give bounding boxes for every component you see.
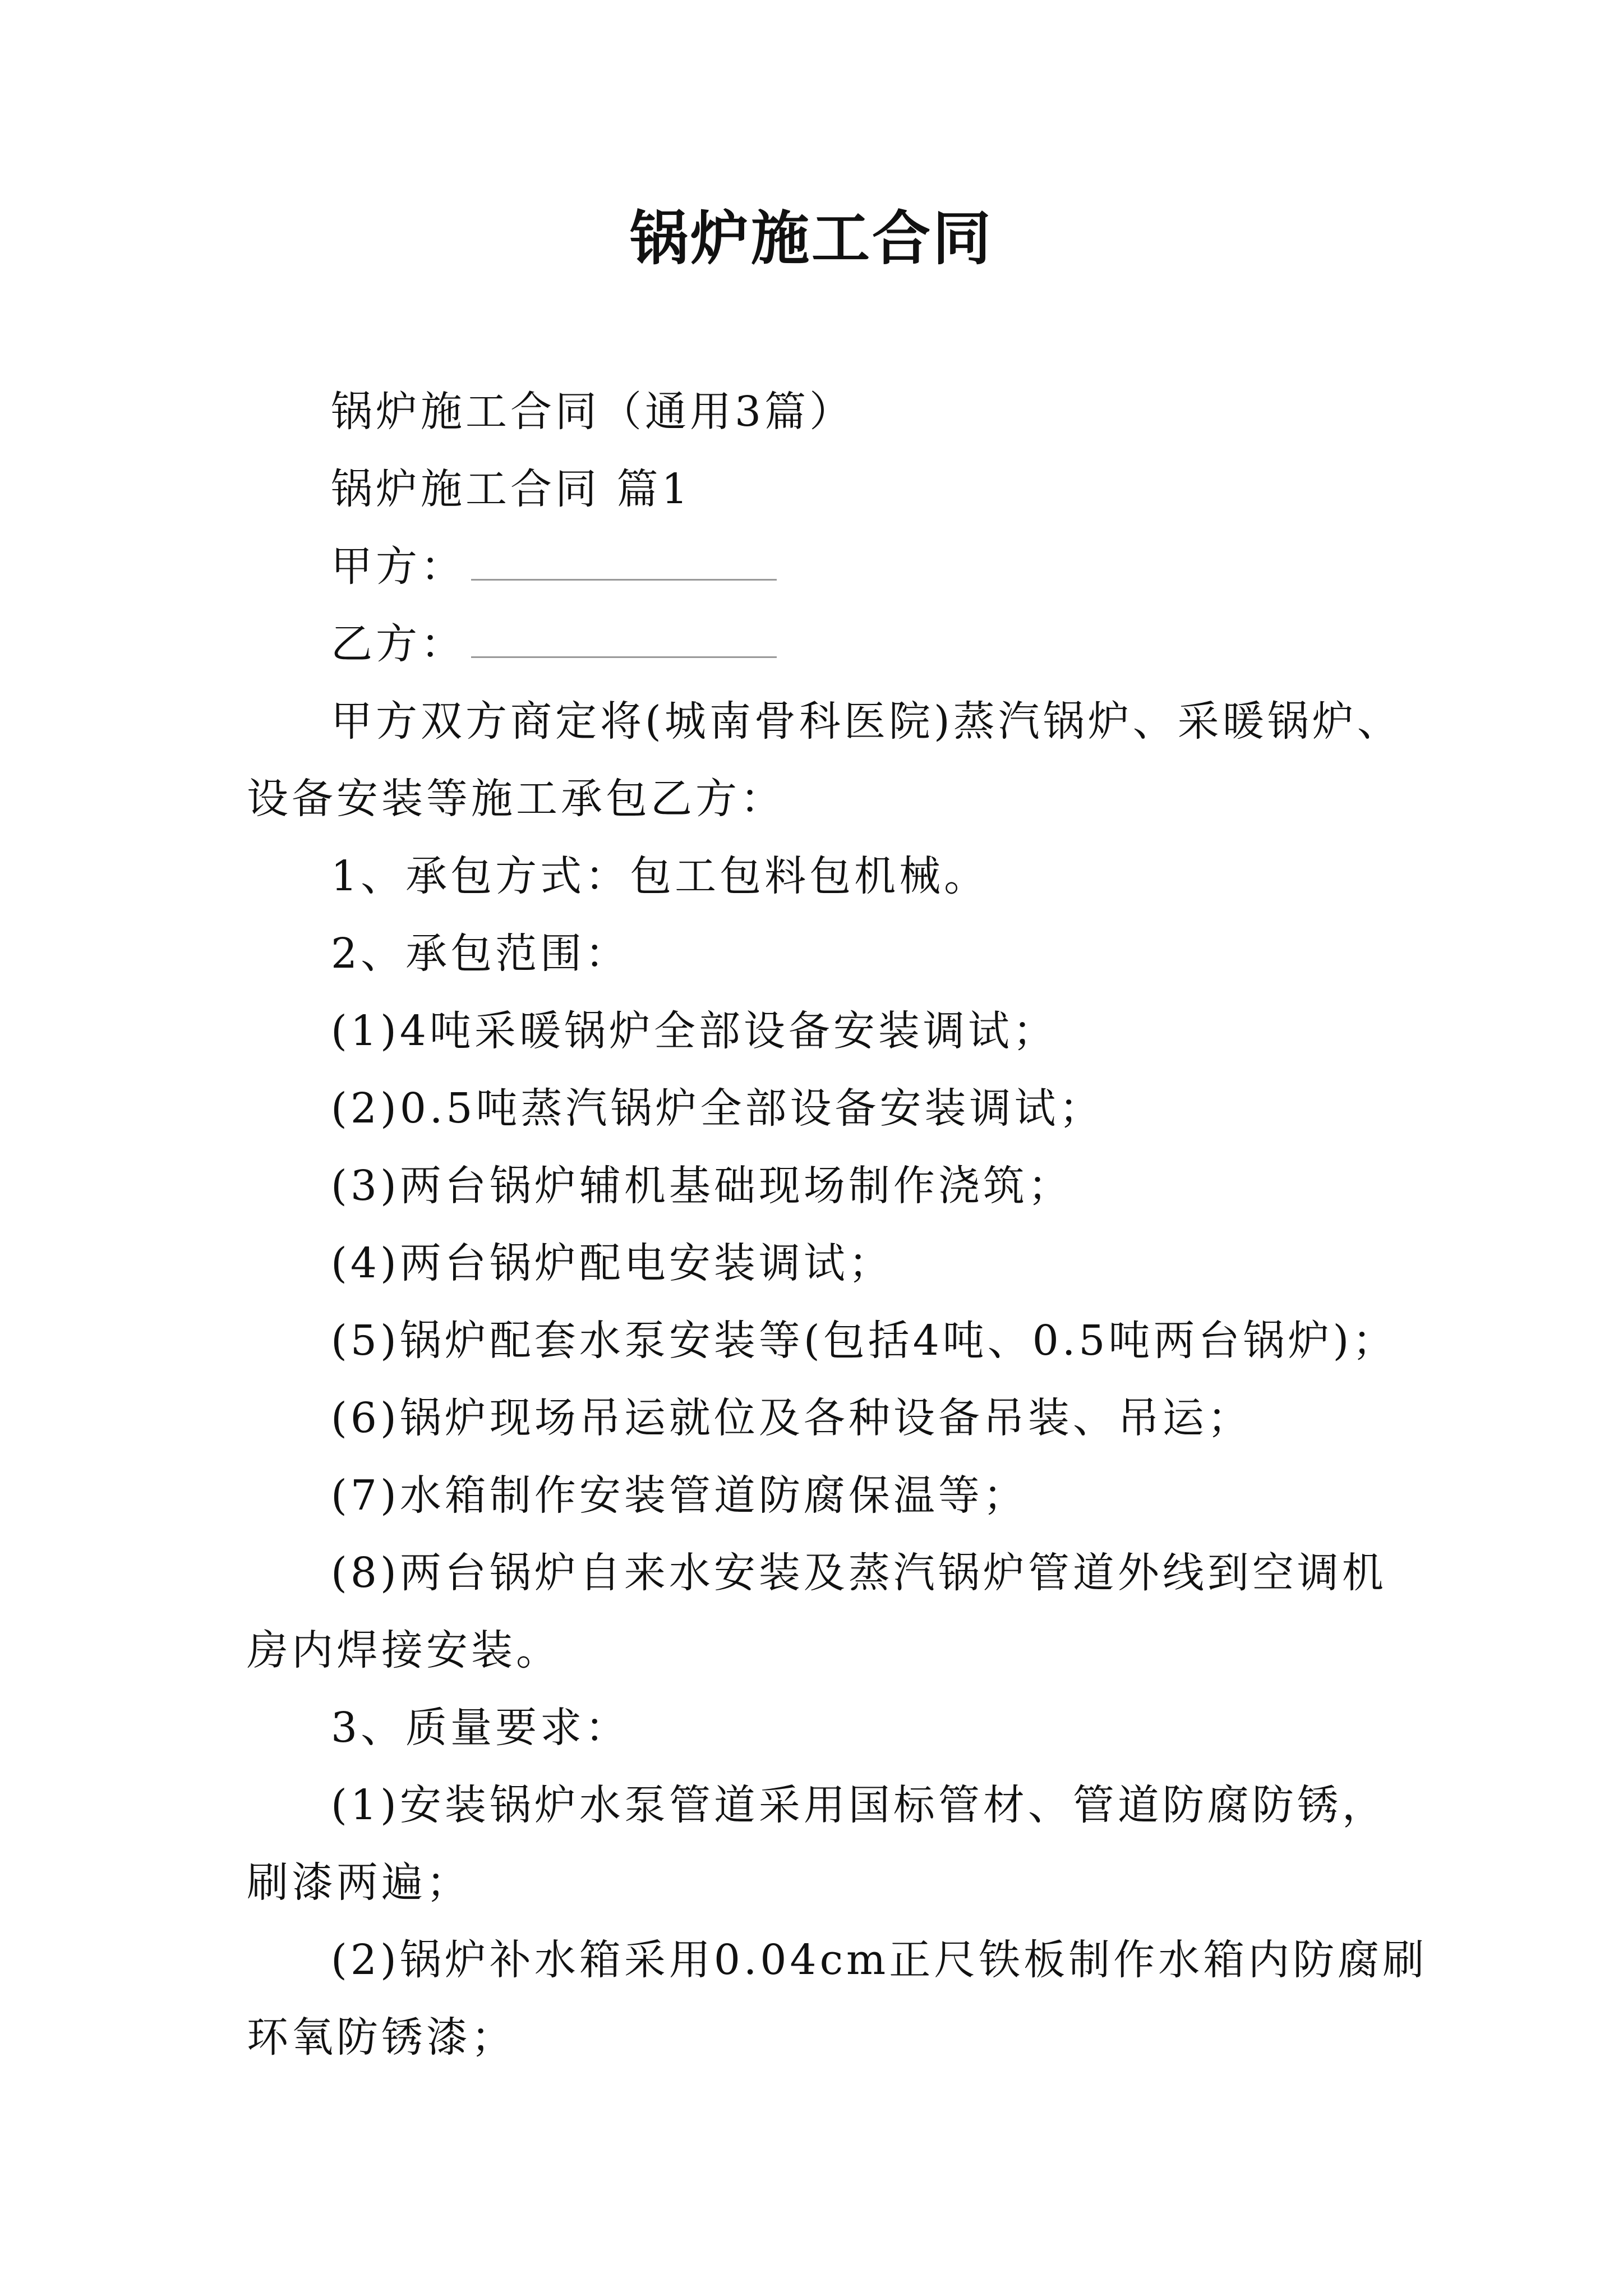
scope-item-8-line-1: (8)两台锅炉自来水安装及蒸汽锅炉管道外线到空调机 bbox=[331, 1549, 1387, 1597]
item-1: 1、承包方式：包工包料包机械。 bbox=[331, 852, 989, 900]
intro-line-1: 甲方双方商定将(城南骨科医院)蒸汽锅炉、采暖锅炉、 bbox=[331, 697, 1402, 746]
party-a-blank bbox=[471, 545, 777, 581]
party-b-blank bbox=[471, 623, 777, 658]
scope-item: (1)4吨采暖锅炉全部设备安装调试； bbox=[331, 1007, 1058, 1055]
scope-item: (5)锅炉配套水泵安装等(包括4吨、0.5吨两台锅炉)； bbox=[331, 1317, 1398, 1365]
section-heading: 锅炉施工合同 篇1 bbox=[331, 465, 691, 513]
quality-item-2-line-1: (2)锅炉补水箱采用0.04cm正尺铁板制作水箱内防腐刷 bbox=[331, 1936, 1428, 1984]
intro-line-2: 设备安装等施工承包乙方： bbox=[247, 775, 785, 823]
item-3: 3、质量要求： bbox=[331, 1704, 630, 1752]
quality-item-1-line-2: 刷漆两遍； bbox=[247, 1858, 471, 1907]
item-2: 2、承包范围： bbox=[331, 930, 630, 978]
scope-item: (2)0.5吨蒸汽锅炉全部设备安装调试； bbox=[331, 1084, 1104, 1133]
quality-item-1-line-1: (1)安装锅炉水泵管道采用国标管材、管道防腐防锈， bbox=[331, 1781, 1387, 1829]
scope-item: (3)两台锅炉辅机基础现场制作浇筑； bbox=[331, 1162, 1073, 1210]
scope-item: (7)水箱制作安装管道防腐保温等； bbox=[331, 1471, 1028, 1520]
document-body bbox=[247, 373, 1428, 2076]
quality-item-2-line-2: 环氧防锈漆； bbox=[247, 2013, 516, 2062]
subtitle: 锅炉施工合同（通用3篇） bbox=[331, 388, 855, 436]
party-b-label: 乙方： bbox=[331, 620, 465, 668]
scope-item: (4)两台锅炉配电安装调试； bbox=[331, 1239, 893, 1287]
document-title: 锅炉施工合同 bbox=[629, 204, 993, 273]
scope-item-8-line-2: 房内焊接安装。 bbox=[247, 1626, 561, 1674]
scope-item: (6)锅炉现场吊运就位及各种设备吊装、吊运； bbox=[331, 1394, 1252, 1442]
party-b-line bbox=[247, 605, 1402, 683]
party-a-label: 甲方： bbox=[331, 542, 465, 591]
party-a-line bbox=[247, 528, 1402, 605]
